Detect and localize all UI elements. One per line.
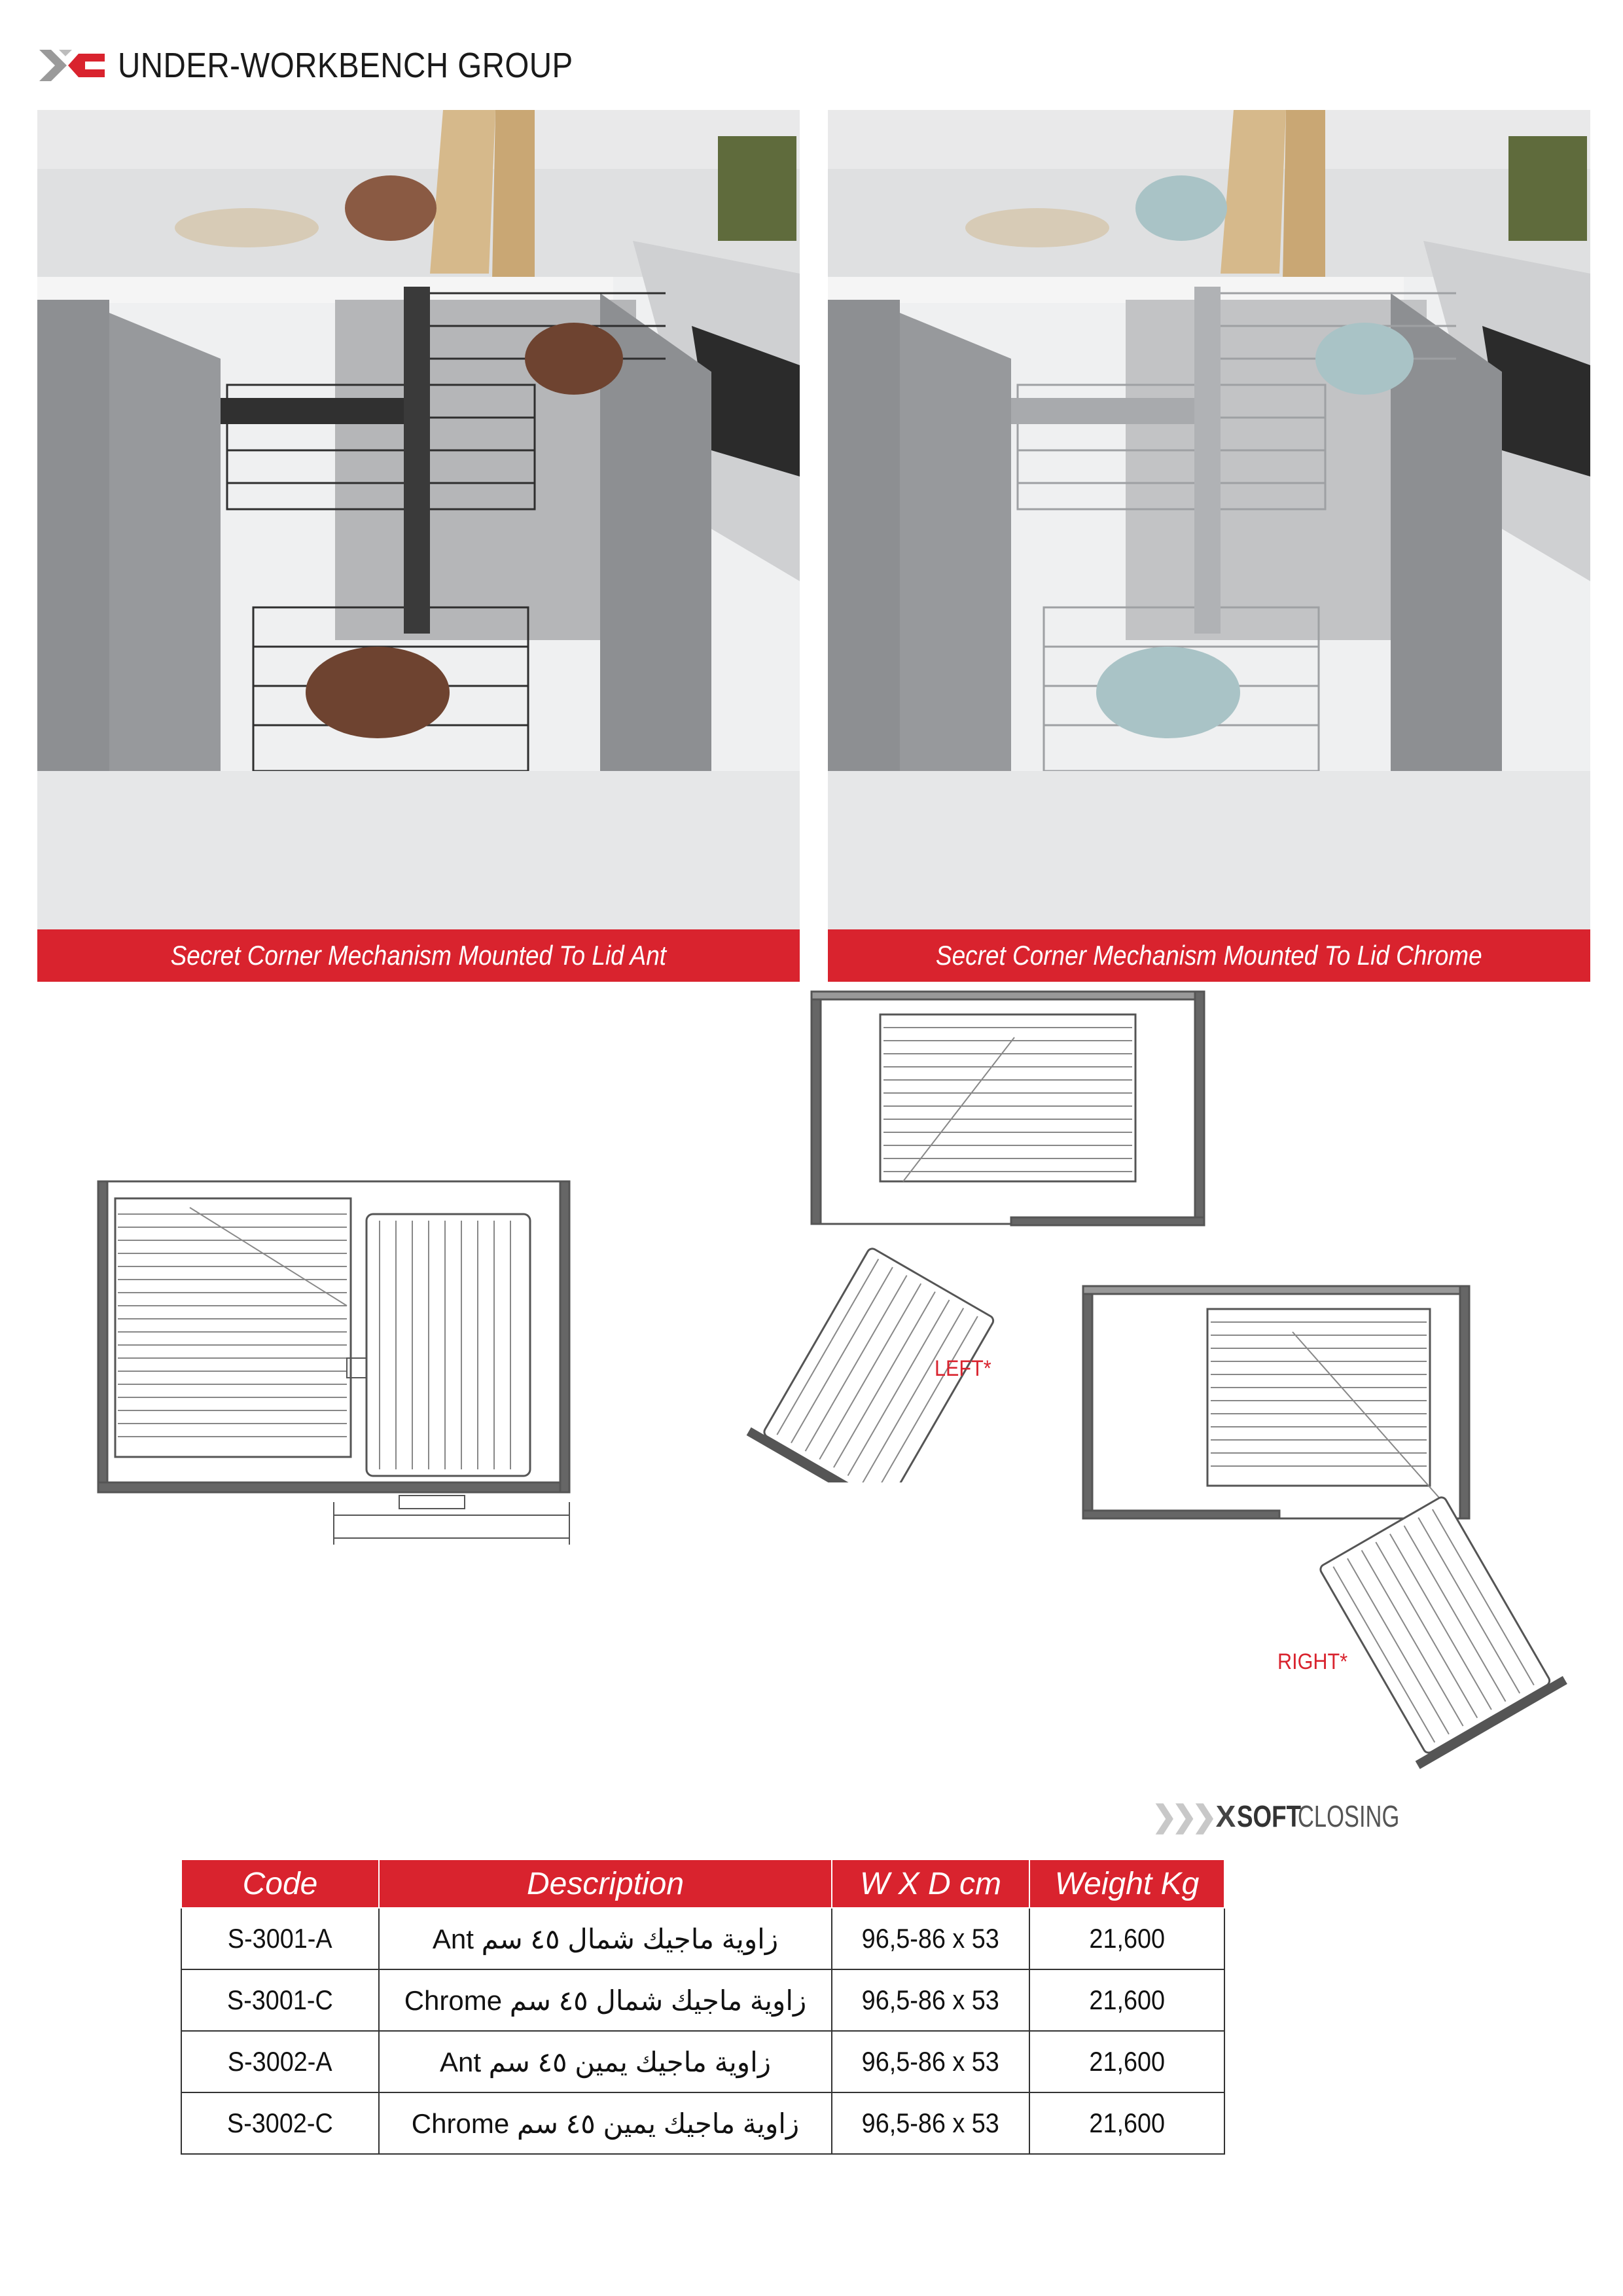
table-header-row xyxy=(181,1859,1224,1908)
page-header xyxy=(39,39,635,92)
kitchen-photo-ant-image xyxy=(37,110,800,929)
col-code: Code xyxy=(181,1859,379,1908)
col-weight: Weight Kg xyxy=(1029,1859,1224,1908)
product-photo-ant xyxy=(37,110,800,982)
table-row: S-3002-A زاوية ماجيك يمين ٤٥ سم Ant 96,5-86 x 53 21,600 xyxy=(181,2031,1224,2092)
photo-caption: Secret Corner Mechanism Mounted To Lid Chrome xyxy=(828,929,1590,982)
spec-table xyxy=(181,1859,1225,2155)
kitchen-photo-chrome-image xyxy=(828,110,1590,929)
right-label: RIGHT* xyxy=(1277,1649,1348,1674)
right-open-diagram xyxy=(1077,1280,1594,1790)
chevrons-icon: ❯❯❯ xyxy=(1152,1799,1212,1833)
left-label: LEFT* xyxy=(935,1356,991,1381)
col-description: Description xyxy=(379,1859,832,1908)
photo-caption: Secret Corner Mechanism Mounted To Lid Ant xyxy=(37,929,800,982)
brand-logo-icon xyxy=(39,46,105,85)
table-row: S-3001-A زاوية ماجيك شمال ٤٥ سم Ant 96,5-86 x 53 21,600 xyxy=(181,1908,1224,1969)
brand-mark-icon: X xyxy=(1215,1799,1236,1833)
soft-closing-badge: ❯❯❯ X SOFT CLOSING xyxy=(1152,1799,1400,1833)
col-dimensions: W X D cm xyxy=(832,1859,1029,1908)
table-row: S-3002-C زاوية ماجيك يمين ٤٥ سم Chrome 96,5-86 x 53 21,600 xyxy=(181,2092,1224,2154)
table-row: S-3001-C زاوية ماجيك شمال ٤٥ سم Chrome 96,5-86 x 53 21,600 xyxy=(181,1969,1224,2031)
page-title: UNDER-WORKBENCH GROUP xyxy=(118,46,573,85)
product-photo-chrome xyxy=(828,110,1590,982)
closed-plan-diagram xyxy=(92,1175,576,1548)
